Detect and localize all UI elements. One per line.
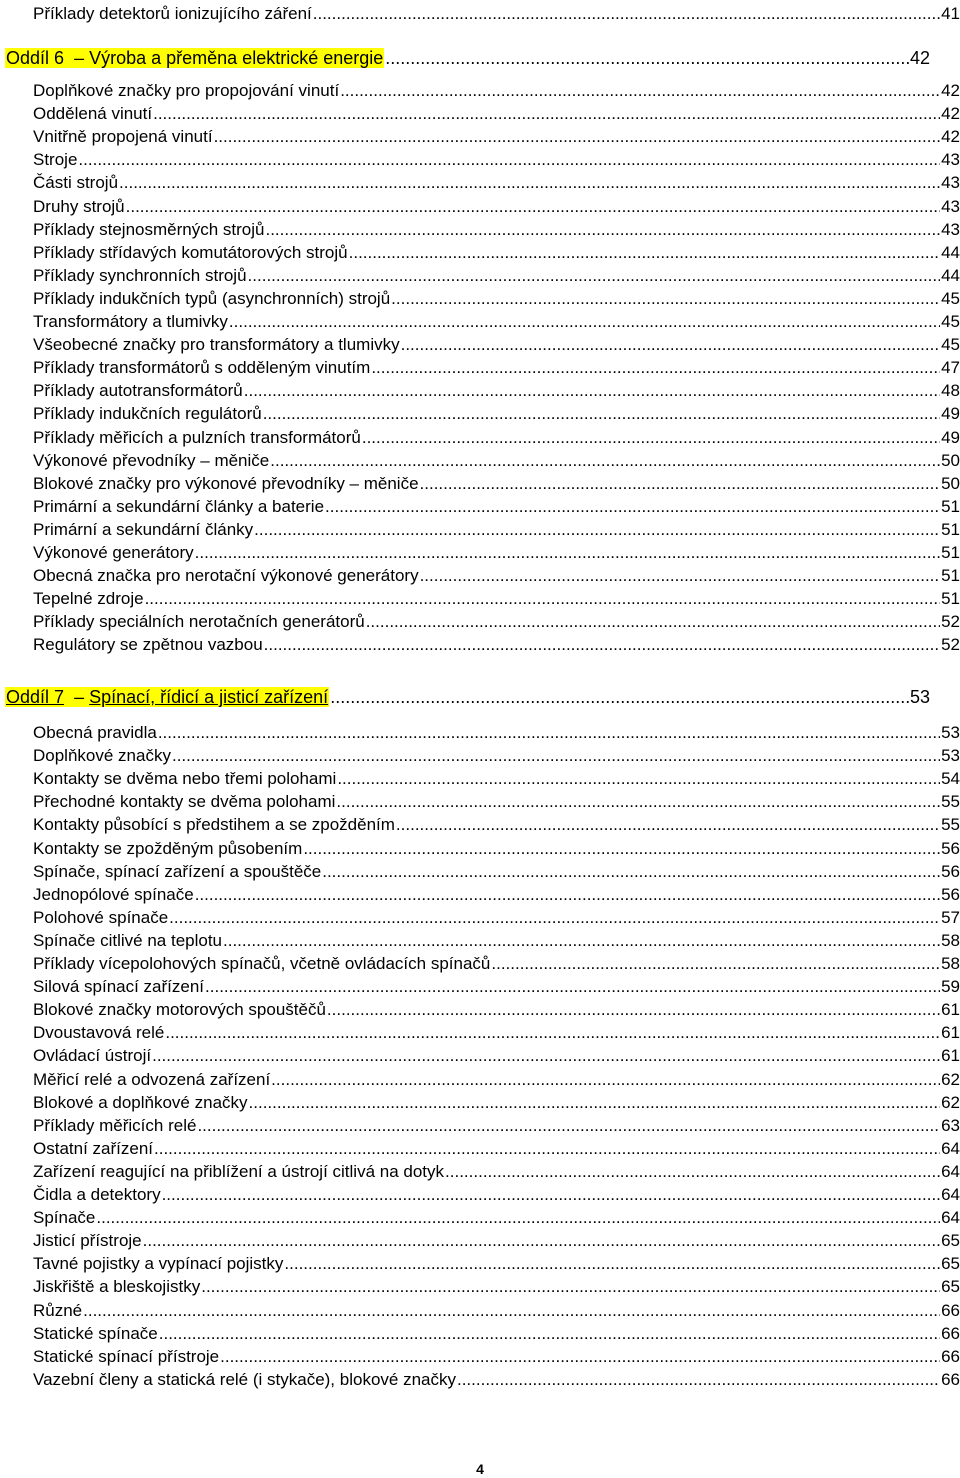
toc-entry-page: 48 [941, 381, 960, 401]
toc-entry-title: Příklady autotransformátorů [33, 381, 243, 401]
toc-entry-title: Primární a sekundární články a baterie [33, 496, 325, 516]
toc-entry[interactable] [33, 973, 960, 997]
toc-entry[interactable] [33, 100, 960, 124]
toc-entry-page: 62 [941, 1069, 960, 1089]
toc-entry-title: Příklady stejnosměrných strojů [33, 219, 265, 239]
section-heading-6[interactable] [5, 44, 930, 68]
toc-entry-title: Obecná pravidla [33, 723, 157, 742]
toc-entry-title: Příklady měřicích a pulzních transformátorů [33, 427, 361, 447]
toc-entry-title: Stroje [33, 150, 78, 170]
toc-entry[interactable] [33, 308, 960, 332]
toc-entry-page: 65 [941, 1231, 960, 1251]
section-title: Výroba a přeměna elektrické energie [89, 48, 384, 68]
toc-entry-page: 62 [941, 1092, 960, 1112]
dot-leader [337, 769, 940, 789]
dot-leader [270, 451, 940, 471]
toc-entry-title: Spínače, spínací zařízení a spouštěče [33, 861, 322, 881]
dot-leader [229, 312, 940, 332]
dot-leader [249, 1093, 941, 1113]
toc-entry-title: Všeobecné značky pro transformátory a tlumivky [33, 335, 400, 355]
toc-entry-page: 52 [941, 635, 960, 655]
toc-entry-page: 52 [941, 612, 960, 632]
toc-entry-page: 64 [941, 1138, 960, 1158]
toc-entry[interactable] [33, 377, 960, 401]
toc-entry[interactable] [33, 424, 960, 448]
toc-entry[interactable] [33, 608, 960, 632]
toc-entry-page: 42 [941, 104, 960, 124]
toc-entry-page: 49 [941, 404, 960, 424]
toc-entry-page: 64 [941, 1208, 960, 1228]
toc-entry-title: Čidla a detektory [33, 1185, 161, 1204]
toc-entry[interactable] [33, 262, 960, 286]
toc-entry[interactable] [33, 1250, 960, 1274]
toc-entry-page: 51 [941, 566, 960, 586]
toc-entry-page: 51 [941, 496, 960, 516]
dot-leader [322, 862, 940, 882]
toc-entry-title: Jisticí přístroje [33, 1231, 142, 1251]
toc-entry[interactable] [33, 811, 960, 835]
dot-leader [78, 150, 940, 170]
dot-leader [254, 520, 940, 540]
toc-entry-page: 61 [941, 1046, 960, 1066]
toc-entry[interactable] [33, 216, 960, 240]
toc-entry-title: Tavné pojistky a vypínací pojistky [33, 1254, 284, 1274]
dot-leader [96, 1208, 940, 1228]
toc-entry[interactable] [33, 1366, 960, 1390]
toc-entry-page: 47 [941, 358, 960, 378]
toc-entry[interactable] [33, 516, 960, 540]
dot-leader [330, 687, 909, 707]
toc-entry-page: 51 [941, 589, 960, 609]
toc-entry-page: 54 [941, 769, 960, 789]
toc-entry-page: 66 [941, 1323, 960, 1343]
dot-leader [220, 1347, 940, 1367]
dot-leader [264, 635, 940, 655]
dot-leader [195, 885, 940, 905]
dot-leader [362, 428, 940, 448]
toc-entry[interactable] [33, 539, 960, 563]
toc-entry-page: 43 [941, 173, 960, 193]
dot-leader [391, 289, 940, 309]
section-page: 42 [909, 48, 930, 68]
toc-entry-title: Přechodné kontakty se dvěma polohami [33, 792, 336, 812]
toc-entry[interactable] [33, 1042, 960, 1066]
toc-entry-page: 44 [941, 265, 960, 285]
section-page: 53 [909, 687, 930, 707]
toc-entry-page: 45 [941, 312, 960, 331]
toc-entry-title: Kontakty působící s předstihem a se zpožděním [33, 815, 395, 835]
toc-entry-title: Jednopólové spínače [33, 884, 194, 904]
toc-entry-page: 61 [941, 1023, 960, 1043]
toc-entry[interactable] [33, 447, 960, 471]
dot-leader [340, 81, 940, 101]
toc-entry-page: 44 [941, 242, 960, 262]
dot-leader [153, 104, 940, 124]
toc-entry-page: 53 [941, 746, 960, 766]
dot-leader [265, 220, 940, 240]
toc-entry-page: 55 [941, 792, 960, 812]
toc-entry-title: Doplňkové značky pro propojování vinutí [33, 81, 340, 100]
toc-entry-page: 56 [941, 884, 960, 904]
toc-entry[interactable] [33, 631, 960, 655]
section-dash: – [74, 687, 85, 707]
toc-entry-title: Výkonové převodníky – měniče [33, 450, 270, 470]
dot-leader [145, 589, 941, 609]
dot-leader [336, 792, 940, 812]
toc-entry-title: Příklady indukčních regulátorů [33, 404, 262, 424]
toc-entry-page: 45 [941, 288, 960, 308]
toc-entry-title: Obecná značka pro nerotační výkonové generátory [33, 566, 419, 586]
toc-entry-title: Zařízení reagující na přiblížení a ústrojí citlivá na dotyk [33, 1161, 445, 1181]
toc-entry[interactable] [33, 77, 960, 101]
toc-entry-title: Spínače citlivé na teplotu [33, 930, 223, 950]
toc-entry-page: 61 [941, 1000, 960, 1020]
section-title-highlighted [5, 48, 384, 68]
dot-leader [214, 127, 941, 147]
dot-leader [371, 358, 940, 378]
toc-entry[interactable] [33, 788, 960, 812]
toc-entry-title: Oddělená vinutí [33, 104, 153, 124]
toc-entry-title: Silová spínací zařízení [33, 977, 205, 997]
toc-entry-page: 49 [941, 427, 960, 447]
dot-leader [396, 815, 940, 835]
toc-entry[interactable] [33, 765, 960, 789]
toc-entry[interactable] [33, 400, 960, 424]
toc-entry[interactable] [33, 470, 960, 494]
dot-leader [325, 497, 940, 517]
toc-entry-title: Vnitřně propojená vinutí [33, 127, 213, 147]
toc-entry[interactable] [33, 331, 960, 355]
toc-entry[interactable] [33, 193, 960, 217]
dot-leader [201, 1277, 940, 1297]
dot-leader [162, 1185, 941, 1205]
section-prefix: Oddíl 6 [6, 48, 65, 68]
toc-entry-title: Příklady vícepolohových spínačů, včetně ovládacích spínačů [33, 954, 491, 973]
toc-entry-page: 53 [941, 723, 960, 742]
toc-entry[interactable] [33, 123, 960, 147]
toc-entry[interactable] [33, 493, 960, 517]
toc-entry-title: Výkonové generátory [33, 543, 194, 562]
toc-entry-title: Jiskřiště a bleskojistky [33, 1277, 201, 1297]
toc-entry[interactable] [33, 1089, 960, 1113]
toc-entry-page: 45 [941, 335, 960, 355]
toc-entry-page: 42 [941, 81, 960, 100]
section-title-highlighted [5, 687, 329, 707]
dot-leader [159, 1324, 940, 1344]
toc-entry-title: Polohové spínače [33, 907, 169, 927]
toc-entry[interactable] [33, 1066, 960, 1090]
toc-entry-title: Části strojů [33, 173, 119, 193]
toc-entry-page: 64 [941, 1185, 960, 1204]
toc-entry[interactable] [33, 1227, 960, 1251]
dot-leader [165, 1023, 940, 1043]
toc-entry[interactable] [33, 239, 960, 263]
page-number: 4 [476, 1461, 484, 1477]
section-prefix: Oddíl 7 [6, 687, 65, 707]
toc-entry-title: Měřicí relé a odvozená zařízení [33, 1069, 271, 1089]
toc-entry-title: Kontakty se zpožděným působením [33, 838, 303, 858]
toc-entry[interactable] [33, 1158, 960, 1182]
toc-entry[interactable] [33, 0, 960, 24]
toc-entry-page: 57 [941, 907, 960, 927]
toc-entry-title: Dvoustavová relé [33, 1023, 165, 1043]
toc-entry-page: 56 [941, 838, 960, 858]
toc-entry-title: Regulátory se zpětnou vazbou [33, 635, 263, 655]
toc-entry-page: 43 [941, 219, 960, 239]
toc-entry-page: 43 [941, 196, 960, 216]
toc-entry-page: 56 [941, 861, 960, 881]
dot-leader [83, 1301, 940, 1321]
toc-entry-title: Příklady speciálních nerotačních generátorů [33, 612, 365, 632]
toc-entry-title: Doplňkové značky [33, 746, 171, 766]
toc-entry[interactable] [33, 719, 960, 743]
dot-leader [420, 566, 941, 586]
dot-leader [401, 335, 940, 355]
toc-entry[interactable] [33, 858, 960, 882]
toc-entry-page: 58 [941, 930, 960, 950]
section-dash: – [74, 48, 85, 68]
toc-entry-title: Vazební členy a statická relé (i stykače), blokové značky [33, 1369, 456, 1389]
toc-entry-title: Blokové a doplňkové značky [33, 1092, 248, 1112]
dot-leader [154, 1139, 940, 1159]
toc-entry-title: Statické spínací přístroje [33, 1346, 220, 1366]
toc-entry[interactable] [33, 1320, 960, 1344]
section-heading-7[interactable] [5, 683, 930, 707]
toc-entry-title: Příklady indukčních typů (asynchronních) strojů [33, 288, 391, 308]
toc-entry-page: 50 [941, 450, 960, 470]
dot-leader [420, 474, 941, 494]
toc-entry[interactable] [33, 1204, 960, 1228]
toc-entry-title: Primární a sekundární články [33, 519, 254, 539]
toc-entry[interactable] [33, 1343, 960, 1367]
toc-entry[interactable] [33, 1112, 960, 1136]
dot-leader [366, 612, 940, 632]
toc-entry-page: 64 [941, 1161, 960, 1181]
toc-entry-title: Příklady detektorů ionizujícího záření [33, 4, 312, 23]
toc-entry[interactable] [33, 927, 960, 951]
section-title: Spínací, řídicí a jisticí zařízení [89, 687, 329, 707]
toc-entry-page: 55 [941, 815, 960, 835]
toc-entry-page: 65 [941, 1277, 960, 1297]
toc-entry[interactable] [33, 169, 960, 193]
dot-leader [169, 908, 940, 928]
toc-entry-title: Blokové značky motorových spouštěčů [33, 1000, 326, 1020]
dot-leader [197, 1116, 940, 1136]
toc-entry-title: Ovládací ústrojí [33, 1046, 152, 1066]
dot-leader [119, 173, 940, 193]
toc-entry[interactable] [33, 354, 960, 378]
toc-entry-title: Druhy strojů [33, 196, 125, 216]
toc-entry-page: 63 [941, 1115, 960, 1135]
dot-leader [195, 543, 940, 563]
dot-leader [223, 931, 940, 951]
dot-leader [445, 1162, 940, 1182]
toc-entry-page: 58 [941, 954, 960, 973]
toc-entry[interactable] [33, 585, 960, 609]
dot-leader [126, 197, 940, 217]
toc-entry[interactable] [33, 835, 960, 859]
dot-leader [303, 839, 940, 859]
toc-entry[interactable] [33, 904, 960, 928]
toc-entry[interactable] [33, 996, 960, 1020]
toc-entry-page: 41 [941, 4, 960, 23]
dot-leader [271, 1070, 940, 1090]
toc-entry-page: 51 [941, 519, 960, 539]
toc-entry[interactable] [33, 1019, 960, 1043]
toc-entry[interactable] [33, 1273, 960, 1297]
toc-entry-page: 59 [941, 977, 960, 997]
toc-entry-title: Transformátory a tlumivky [33, 312, 228, 331]
toc-entry-title: Blokové značky pro výkonové převodníky – měniče [33, 473, 419, 493]
dot-leader [152, 1046, 940, 1066]
toc-entry[interactable] [33, 950, 960, 974]
toc-entry[interactable] [33, 1297, 960, 1321]
dot-leader [244, 381, 940, 401]
toc-entry-page: 66 [941, 1300, 960, 1320]
toc-entry-page: 66 [941, 1346, 960, 1366]
dot-leader [491, 954, 940, 974]
toc-entry-page: 43 [941, 150, 960, 170]
dot-leader [205, 977, 940, 997]
toc-entry-title: Statické spínače [33, 1323, 158, 1343]
toc-entry-title: Spínače [33, 1208, 96, 1228]
toc-entry-page: 65 [941, 1254, 960, 1274]
toc-entry-title: Příklady měřicích relé [33, 1115, 197, 1135]
toc-entry-title: Tepelné zdroje [33, 589, 144, 609]
dot-leader [158, 723, 940, 743]
dot-leader [143, 1231, 940, 1251]
dot-leader [385, 48, 909, 68]
toc-entry[interactable] [33, 146, 960, 170]
toc-entry-page: 50 [941, 473, 960, 493]
toc-entry[interactable] [33, 562, 960, 586]
dot-leader [327, 1000, 940, 1020]
toc-entry[interactable] [33, 742, 960, 766]
toc-entry-title: Ostatní zařízení [33, 1138, 153, 1158]
toc-entry-page: 42 [941, 127, 960, 147]
dot-leader [457, 1370, 940, 1390]
toc-entry[interactable] [33, 285, 960, 309]
toc-entry-title: Příklady střídavých komutátorových strojů [33, 242, 348, 262]
toc-entry-title: Různé [33, 1300, 83, 1320]
dot-leader [172, 746, 940, 766]
dot-leader [248, 266, 941, 286]
toc-entry[interactable] [33, 1135, 960, 1159]
dot-leader [263, 404, 940, 424]
toc-entry[interactable] [33, 1181, 960, 1205]
toc-entry-page: 51 [941, 543, 960, 562]
toc-entry-title: Příklady transformátorů s odděleným vinutím [33, 358, 371, 378]
toc-entry[interactable] [33, 881, 960, 905]
dot-leader [349, 243, 940, 263]
toc-entry-page: 66 [941, 1369, 960, 1389]
toc-entry-title: Kontakty se dvěma nebo třemi polohami [33, 769, 337, 789]
dot-leader [284, 1254, 940, 1274]
dot-leader [313, 4, 940, 24]
toc-entry-title: Příklady synchronních strojů [33, 265, 247, 285]
